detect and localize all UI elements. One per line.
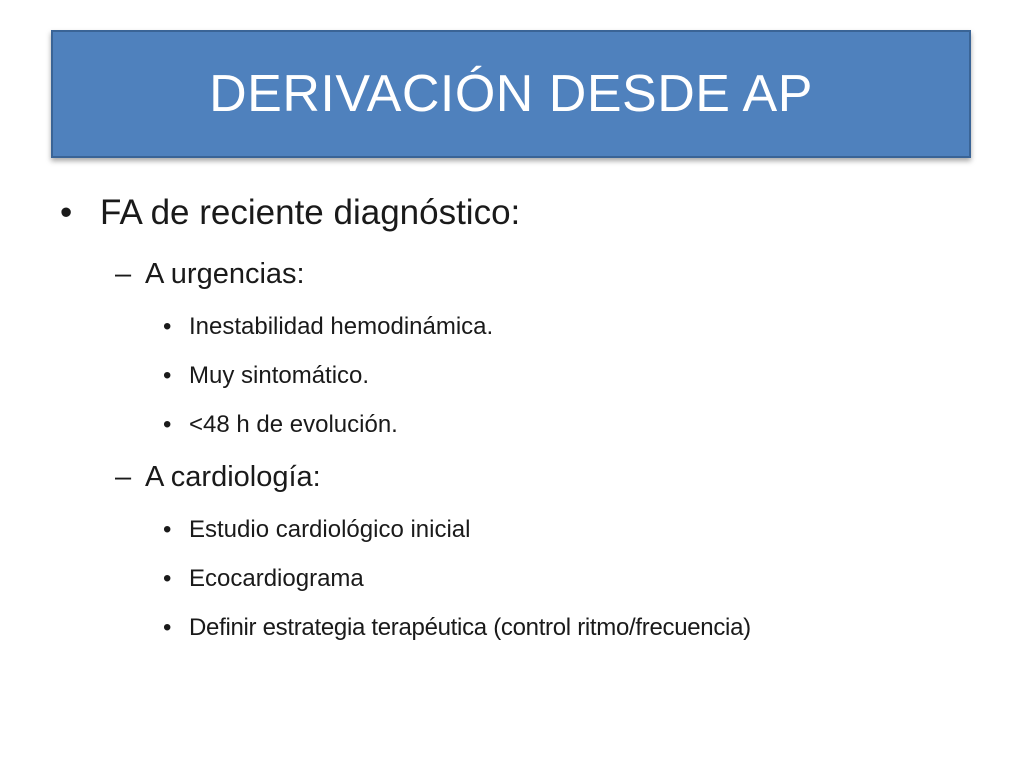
bullet-text: Inestabilidad hemodinámica. (189, 313, 494, 340)
bullet-text: A cardiología: (145, 461, 321, 493)
bullet-level3 (163, 614, 751, 642)
bullet-text: Ecocardiograma (189, 565, 364, 592)
bullet-text: A urgencias: (145, 258, 305, 290)
bullet-text: Estudio cardiológico inicial (189, 516, 471, 543)
bullet-level3 (163, 411, 398, 439)
dash-icon: – (115, 258, 132, 290)
bullet-dot-icon: • (163, 313, 172, 340)
bullet-level1 (60, 193, 521, 233)
bullet-level2 (115, 258, 305, 291)
bullet-level3 (163, 516, 471, 544)
bullet-dot-icon: • (163, 614, 172, 641)
bullet-dot-icon: • (163, 411, 172, 438)
bullet-level3 (163, 313, 494, 341)
bullet-dot-icon: • (163, 565, 172, 592)
bullet-text: <48 h de evolución. (189, 411, 398, 438)
bullet-level3 (163, 565, 364, 593)
bullet-text: FA de reciente diagnóstico: (100, 193, 521, 232)
bullet-text: Definir estrategia terapéutica (control ritmo/frecuencia) (189, 614, 751, 641)
bullet-dot-icon: • (163, 516, 172, 543)
bullet-level3 (163, 362, 370, 390)
dash-icon: – (115, 461, 132, 493)
bullet-level2 (115, 461, 321, 494)
bullet-dot-icon: • (60, 193, 73, 232)
bullet-text: Muy sintomático. (189, 362, 370, 389)
bullet-dot-icon: • (163, 362, 172, 389)
slide-title: DERIVACIÓN DESDE AP (209, 65, 813, 123)
